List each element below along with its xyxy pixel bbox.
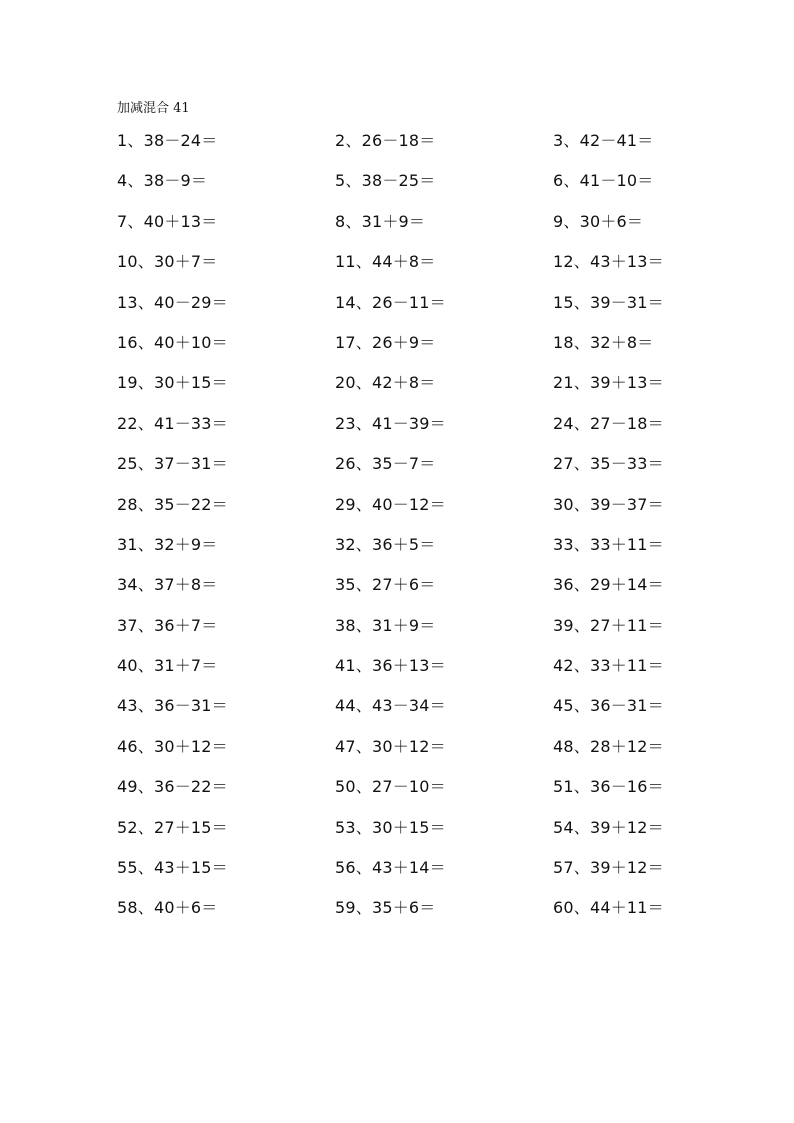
problem-item: 14、26－11＝ (335, 292, 446, 312)
problem-item: 17、26＋9＝ (335, 332, 436, 352)
problem-item: 31、32＋9＝ (117, 534, 218, 554)
problem-item: 35、27＋6＝ (335, 575, 436, 595)
problem-item: 44、43－34＝ (335, 696, 446, 716)
problem-item: 58、40＋6＝ (117, 898, 218, 918)
problem-item: 47、30＋12＝ (335, 736, 446, 756)
problem-item: 5、38－25＝ (335, 171, 436, 191)
problem-item: 48、28＋12＝ (553, 736, 664, 756)
problem-item: 59、35＋6＝ (335, 898, 436, 918)
problem-item: 4、38－9＝ (117, 171, 208, 191)
problem-item: 45、36－31＝ (553, 696, 664, 716)
problem-item: 19、30＋15＝ (117, 373, 228, 393)
problem-item: 16、40＋10＝ (117, 332, 228, 352)
problem-item: 32、36＋5＝ (335, 534, 436, 554)
problem-item: 10、30＋7＝ (117, 252, 218, 272)
problem-item: 15、39－31＝ (553, 292, 664, 312)
problem-item: 60、44＋11＝ (553, 898, 664, 918)
problem-item: 30、39－37＝ (553, 494, 664, 514)
worksheet-title: 加减混合 41 (117, 101, 190, 116)
problem-item: 40、31＋7＝ (117, 656, 218, 676)
problem-item: 57、39＋12＝ (553, 858, 664, 878)
problem-item: 46、30＋12＝ (117, 736, 228, 756)
problem-item: 24、27－18＝ (553, 413, 664, 433)
problem-item: 23、41－39＝ (335, 413, 446, 433)
problem-item: 20、42＋8＝ (335, 373, 436, 393)
problem-item: 51、36－16＝ (553, 777, 664, 797)
problem-item: 28、35－22＝ (117, 494, 228, 514)
problem-item: 54、39＋12＝ (553, 817, 664, 837)
problem-item: 12、43＋13＝ (553, 252, 664, 272)
problem-grid (117, 129, 717, 937)
problem-item: 41、36＋13＝ (335, 656, 446, 676)
problem-item: 53、30＋15＝ (335, 817, 446, 837)
problem-item: 9、30＋6＝ (553, 211, 644, 231)
problem-item: 56、43＋14＝ (335, 858, 446, 878)
problem-item: 22、41－33＝ (117, 413, 228, 433)
problem-item: 11、44＋8＝ (335, 252, 436, 272)
problem-item: 2、26－18＝ (335, 131, 436, 150)
problem-item: 55、43＋15＝ (117, 858, 228, 878)
problem-item: 6、41－10＝ (553, 171, 654, 191)
problem-item: 39、27＋11＝ (553, 615, 664, 635)
problem-item: 50、27－10＝ (335, 777, 446, 797)
problem-item: 7、40＋13＝ (117, 211, 218, 231)
problem-item: 38、31＋9＝ (335, 615, 436, 635)
problem-item: 26、35－7＝ (335, 454, 436, 474)
problem-item: 42、33＋11＝ (553, 656, 664, 676)
problem-item: 8、31＋9＝ (335, 211, 426, 231)
problem-item: 1、38－24＝ (117, 131, 218, 150)
problem-item: 21、39＋13＝ (553, 373, 664, 393)
problem-item: 43、36－31＝ (117, 696, 228, 716)
problem-item: 33、33＋11＝ (553, 534, 664, 554)
problem-item: 25、37－31＝ (117, 454, 228, 474)
problem-item: 37、36＋7＝ (117, 615, 218, 635)
problem-item: 34、37＋8＝ (117, 575, 218, 595)
problem-item: 29、40－12＝ (335, 494, 446, 514)
problem-item: 36、29＋14＝ (553, 575, 664, 595)
problem-item: 3、42－41＝ (553, 131, 654, 150)
problem-item: 49、36－22＝ (117, 777, 228, 797)
problem-item: 27、35－33＝ (553, 454, 664, 474)
problem-item: 52、27＋15＝ (117, 817, 228, 837)
problem-item: 13、40－29＝ (117, 292, 228, 312)
problem-item: 18、32＋8＝ (553, 332, 654, 352)
